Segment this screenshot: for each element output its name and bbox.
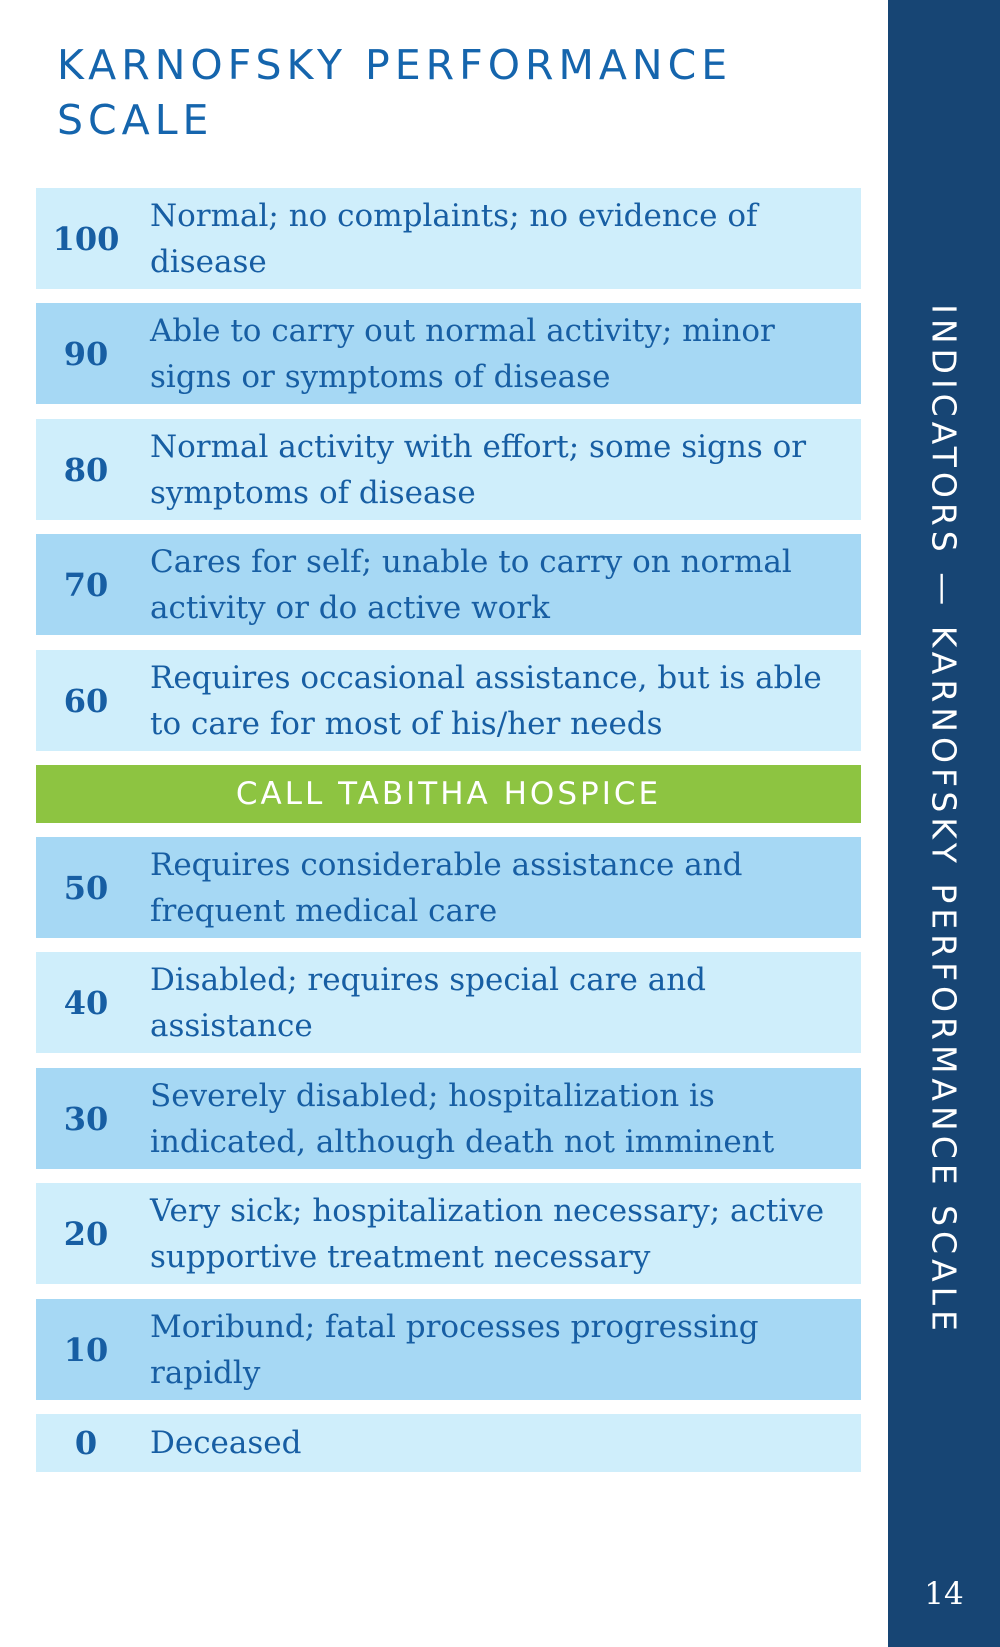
table-row	[36, 1414, 861, 1472]
table-row	[36, 1183, 861, 1284]
table-row	[36, 952, 861, 1053]
table-row	[36, 419, 861, 520]
table-row	[36, 534, 861, 635]
score-value: 60	[63, 681, 109, 720]
table-row	[36, 303, 861, 404]
score-description: Deceased	[150, 1425, 302, 1461]
table-row	[36, 650, 861, 751]
table-row	[36, 837, 861, 938]
score-description: Moribund; fatal processes progressing rapidly	[150, 1308, 759, 1391]
score-description: Severely disabled; hospitalization is indicated, although death not imminent	[150, 1077, 775, 1160]
score-description: Requires occasional assistance, but is able to care for most of his/her needs	[150, 659, 822, 742]
table-row	[36, 1299, 861, 1400]
score-description: Normal activity with effort; some signs or symptoms of disease	[150, 428, 807, 511]
score-description: Disabled; requires special care and assistance	[150, 961, 707, 1044]
call-hospice-banner: CALL TABITHA HOSPICE	[36, 765, 861, 823]
score-value: 80	[63, 450, 109, 489]
score-value: 0	[74, 1424, 98, 1462]
score-value: 70	[63, 565, 109, 604]
page-number: 14	[924, 1576, 964, 1612]
score-value: 20	[63, 1214, 109, 1253]
score-value: 50	[63, 868, 109, 907]
table-row	[36, 188, 861, 289]
score-value: 100	[52, 219, 120, 258]
score-description: Normal; no complaints; no evidence of disease	[150, 197, 758, 280]
table-row	[36, 1068, 861, 1169]
score-description: Very sick; hospitalization necessary; active supportive treatment necessary	[150, 1192, 825, 1275]
score-description: Able to carry out normal activity; minor signs or symptoms of disease	[150, 312, 775, 395]
sidebar	[888, 0, 1000, 1647]
score-value: 90	[63, 334, 109, 373]
sidebar-title: INDICATORS — KARNOFSKY PERFORMANCE SCALE	[924, 304, 964, 1336]
score-description: Cares for self; unable to carry on normal activity or do active work	[150, 543, 792, 626]
score-value: 30	[63, 1099, 109, 1138]
score-value: 10	[63, 1330, 109, 1369]
score-value: 40	[63, 983, 109, 1022]
page-title: KARNOFSKY PERFORMANCE SCALE	[57, 41, 733, 144]
score-description: Requires considerable assistance and frequent medical care	[150, 846, 743, 929]
